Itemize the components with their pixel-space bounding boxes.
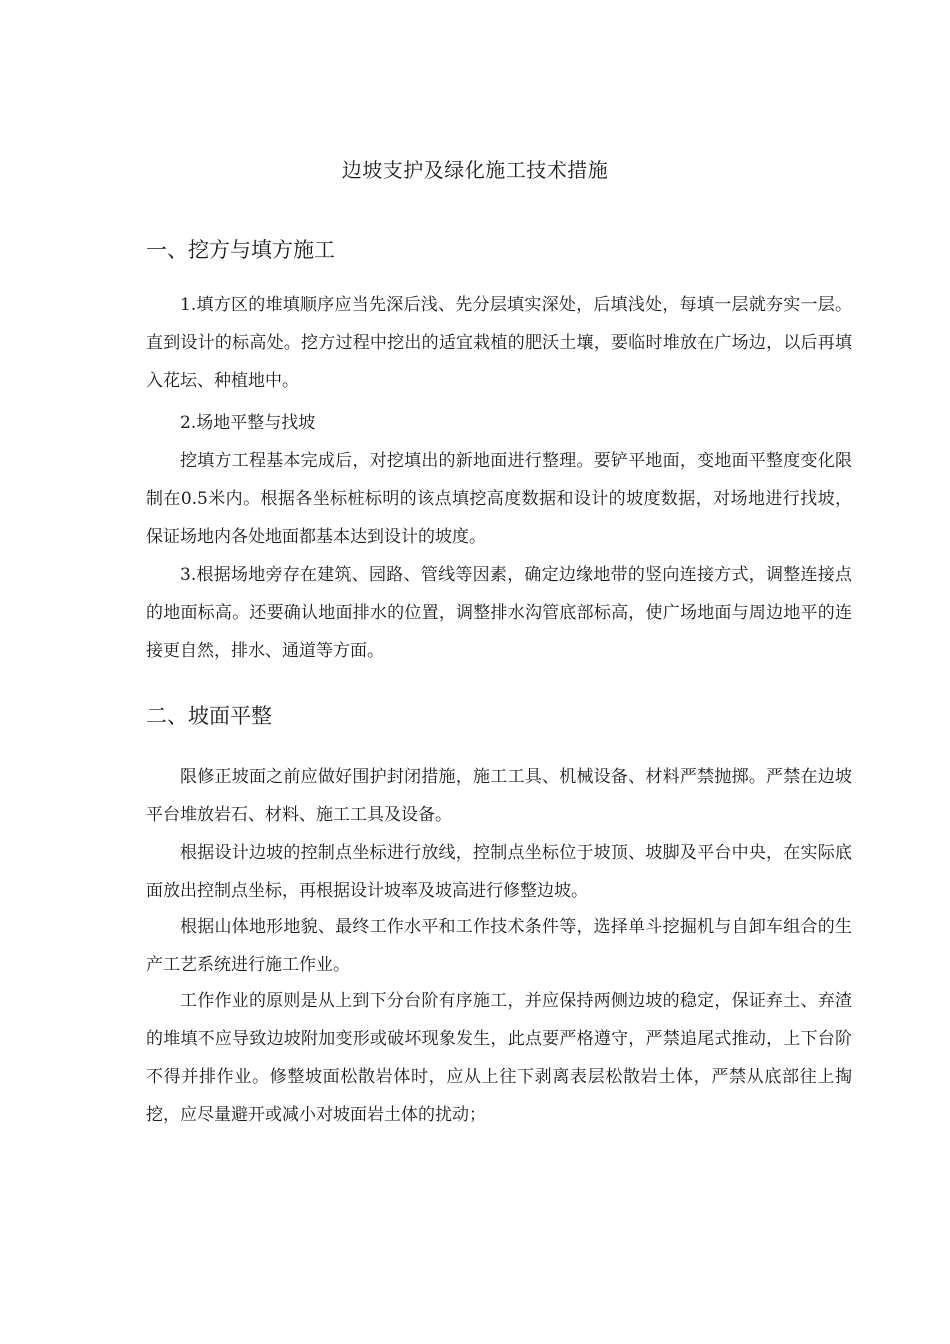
paragraph: 挖填方工程基本完成后，对挖填出的新地面进行整理。要铲平地面，变地面平整度变化限制在0.5米内。根据各坐标桩标明的该点填挖高度数据和设计的坡度数据，对场地进行找坡，保证场地内各处地面都基本达到设计的坡度。 [146, 451, 852, 547]
section-heading-2: 二、坡面平整 [146, 704, 272, 728]
paragraph: 根据设计边坡的控制点坐标进行放线，控制点坐标位于坡顶、坡脚及平台中央，在实际底面放出控制点坐标，再根据设计坡率及坡高进行修整边坡。 [146, 843, 852, 901]
section-heading-1: 一、挖方与填方施工 [146, 238, 335, 262]
paragraph: 工作作业的原则是从上到下分台阶有序施工，并应保持两侧边坡的稳定，保证弃土、弃渣的堆填不应导致边坡附加变形或破坏现象发生，此点要严格遵守，严禁追尾式推动，上下台阶不得并排作业。修整坡面松散岩体时，应从上往下剥离表层松散岩土体，严禁从底部往上掏挖，应尽量避开或减小对坡面岩土体的扰动； [146, 991, 852, 1125]
paragraph: 根据山体地形地貌、最终工作水平和工作技术条件等，选择单斗挖掘机与自卸车组合的生产工艺系统进行施工作业。 [146, 917, 852, 975]
paragraph: 限修正坡面之前应做好围护封闭措施，施工工具、机械设备、材料严禁抛掷。严禁在边坡平台堆放岩石、材料、施工工具及设备。 [146, 767, 852, 825]
document-title: 边坡支护及绿化施工技术措施 [341, 158, 609, 182]
paragraph: 1.填方区的堆填顺序应当先深后浅、先分层填实深处，后填浅处，每填一层就夯实一层。直到设计的标高处。挖方过程中挖出的适宜栽植的肥沃土壤，要临时堆放在广场边，以后再填入花坛、种植地中。 [146, 295, 852, 391]
paragraph: 3.根据场地旁存在建筑、园路、管线等因素，确定边缘地带的竖向连接方式，调整连接点的地面标高。还要确认地面排水的位置，调整排水沟管底部标高，使广场地面与周边地平的连接更自然，排水、通道等方面。 [146, 565, 852, 661]
paragraph: 2.场地平整与找坡 [180, 413, 316, 433]
